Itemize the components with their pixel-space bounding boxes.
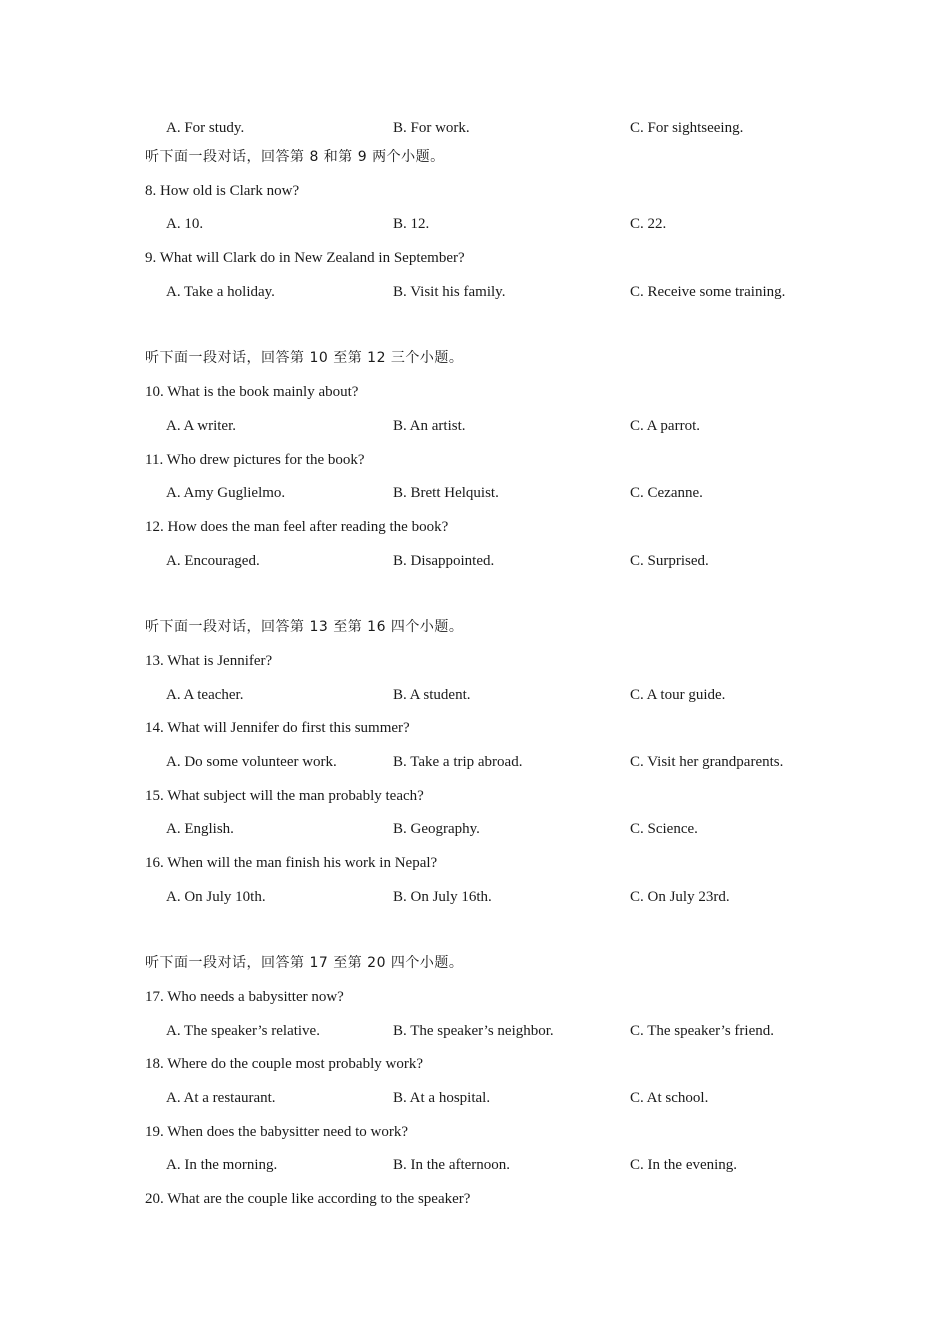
q11-option-c: C. Cezanne. [630, 485, 703, 501]
q7-option-a: A. For study. [166, 120, 245, 136]
q12-option-a: A. Encouraged. [166, 553, 260, 569]
q13-option-b: B. A student. [393, 687, 471, 703]
q9-option-b: B. Visit his family. [393, 284, 506, 300]
q14-option-b: B. Take a trip abroad. [393, 754, 523, 770]
q19-option-a: A. In the morning. [166, 1157, 278, 1173]
question-18: 18. Where do the couple most probably work? [145, 1056, 423, 1072]
q18-option-a: A. At a restaurant. [166, 1090, 276, 1106]
q11-option-a: A. Amy Guglielmo. [166, 485, 286, 501]
q8-option-b: B. 12. [393, 216, 430, 232]
q13-option-a: A. A teacher. [166, 687, 244, 703]
q15-option-b: B. Geography. [393, 821, 480, 837]
q10-option-b: B. An artist. [393, 418, 466, 434]
q7-option-c: C. For sightseeing. [630, 120, 744, 136]
q15-option-c: C. Science. [630, 821, 698, 837]
q17-option-c: C. The speaker’s friend. [630, 1023, 774, 1039]
q10-option-c: C. A parrot. [630, 418, 700, 434]
q10-option-a: A. A writer. [166, 418, 236, 434]
q9-option-a: A. Take a holiday. [166, 284, 275, 300]
q8-option-a: A. 10. [166, 216, 204, 232]
q8-option-c: C. 22. [630, 216, 667, 232]
section-instruction-13-16: 听下面一段对话，回答第 13 至第 16 四个小题。 [145, 619, 464, 635]
question-9: 9. What will Clark do in New Zealand in September? [145, 250, 465, 266]
q18-option-c: C. At school. [630, 1090, 709, 1106]
q18-option-b: B. At a hospital. [393, 1090, 491, 1106]
q11-option-b: B. Brett Helquist. [393, 485, 499, 501]
q9-option-c: C. Receive some training. [630, 284, 786, 300]
q16-option-b: B. On July 16th. [393, 889, 492, 905]
question-17: 17. Who needs a babysitter now? [145, 989, 344, 1005]
q15-option-a: A. English. [166, 821, 234, 837]
question-16: 16. When will the man finish his work in Nepal? [145, 855, 438, 871]
question-15: 15. What subject will the man probably teach? [145, 788, 424, 804]
question-12: 12. How does the man feel after reading the book? [145, 519, 449, 535]
q19-option-c: C. In the evening. [630, 1157, 738, 1173]
q13-option-c: C. A tour guide. [630, 687, 726, 703]
question-11: 11. Who drew pictures for the book? [145, 452, 365, 468]
q16-option-c: C. On July 23rd. [630, 889, 730, 905]
question-14: 14. What will Jennifer do first this summer? [145, 720, 410, 736]
q12-option-c: C. Surprised. [630, 553, 709, 569]
q14-option-a: A. Do some volunteer work. [166, 754, 337, 770]
q17-option-b: B. The speaker’s neighbor. [393, 1023, 554, 1039]
question-8: 8. How old is Clark now? [145, 183, 300, 199]
q7-option-b: B. For work. [393, 120, 470, 136]
question-20: 20. What are the couple like according to the speaker? [145, 1191, 471, 1207]
q14-option-c: C. Visit her grandparents. [630, 754, 784, 770]
section-instruction-17-20: 听下面一段对话，回答第 17 至第 20 四个小题。 [145, 955, 464, 971]
question-13: 13. What is Jennifer? [145, 653, 273, 669]
q19-option-b: B. In the afternoon. [393, 1157, 511, 1173]
section-instruction-8-9: 听下面一段对话，回答第 8 和第 9 两个小题。 [145, 149, 445, 165]
q12-option-b: B. Disappointed. [393, 553, 495, 569]
question-19: 19. When does the babysitter need to work? [145, 1124, 408, 1140]
question-10: 10. What is the book mainly about? [145, 384, 359, 400]
q17-option-a: A. The speaker’s relative. [166, 1023, 320, 1039]
q16-option-a: A. On July 10th. [166, 889, 266, 905]
section-instruction-10-12: 听下面一段对话，回答第 10 至第 12 三个小题。 [145, 350, 464, 366]
